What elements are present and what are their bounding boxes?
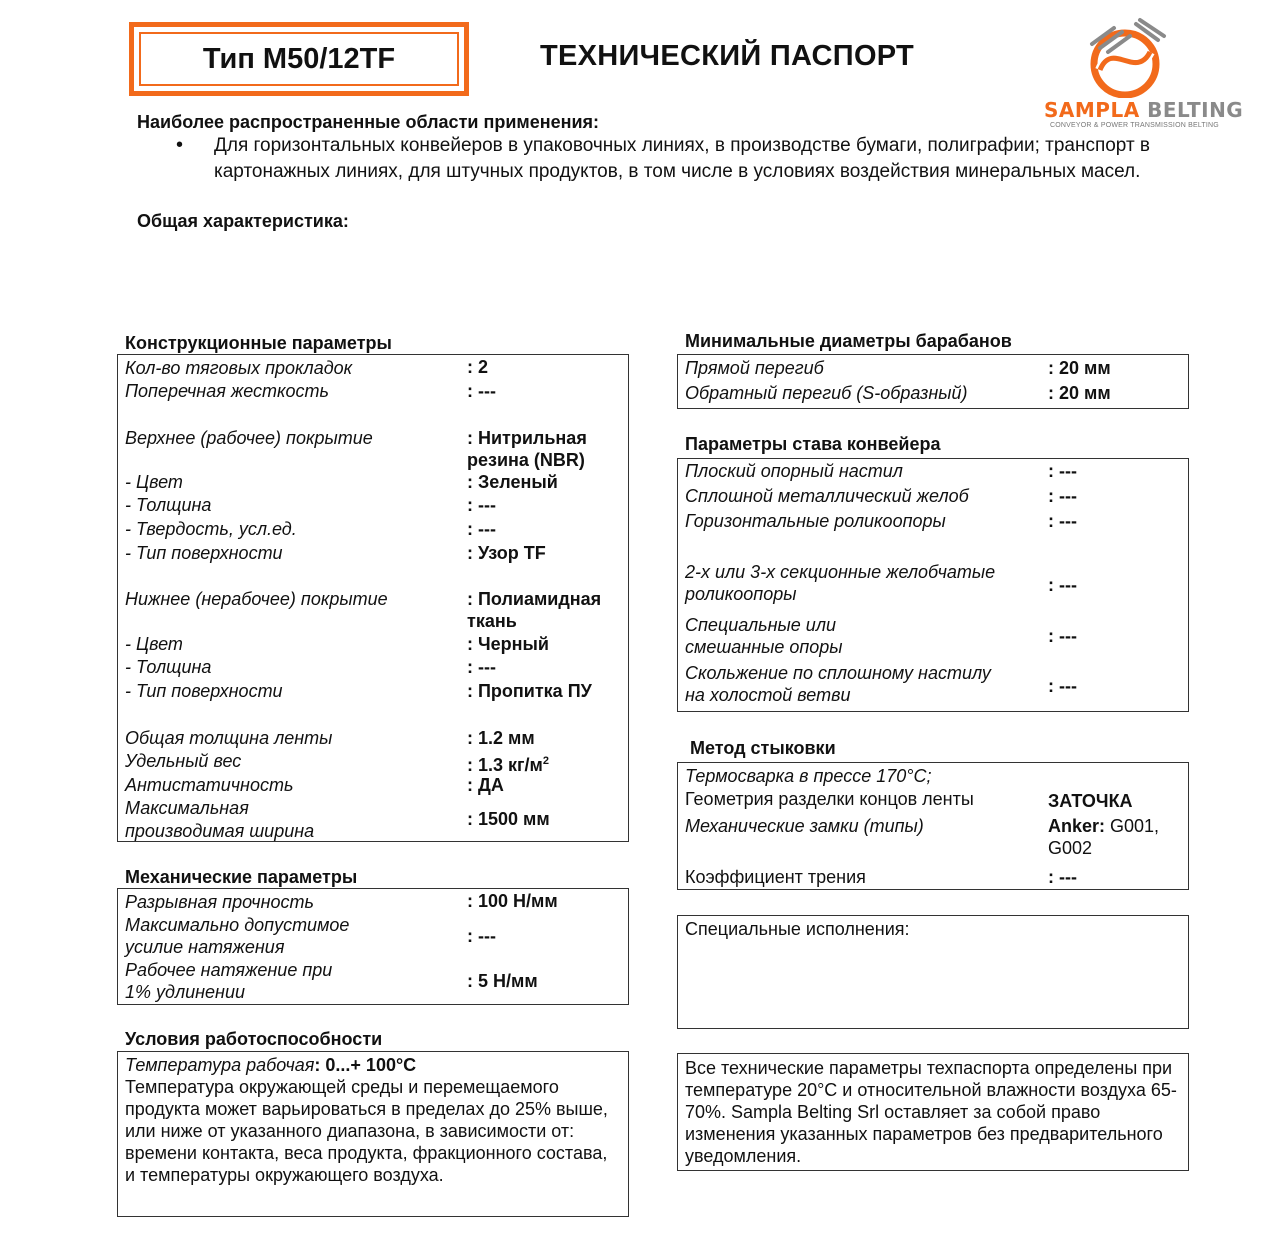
mechanical-heading: Механические параметры — [125, 867, 358, 887]
construction-value-cont: ткань — [467, 611, 517, 631]
frame-value: : --- — [1048, 486, 1077, 506]
anker-codes: G001, — [1105, 816, 1160, 836]
construction-label: Кол-во тяговых прокладок — [125, 358, 353, 378]
geometry-label: Геометрия разделки концов ленты — [685, 789, 974, 809]
construction-heading: Конструкционные параметры — [125, 333, 392, 353]
mechanical-label-cont: усилие натяжения — [125, 937, 285, 957]
mechanical-fasteners-value — [1048, 815, 1159, 837]
construction-label: Удельный вес — [125, 751, 242, 771]
frame-label: 2-х или 3-х секционные желобчатые — [685, 562, 996, 582]
temperature-label: Температура рабочая — [125, 1055, 315, 1075]
geometry-value: ЗАТОЧКА — [1048, 791, 1133, 811]
construction-value: : 1500 мм — [467, 809, 550, 829]
pulleys-label: Прямой перегиб — [685, 358, 824, 378]
frame-value: : --- — [1048, 511, 1077, 531]
friction-label: Коэффициент трения — [685, 867, 866, 887]
sampla-belting-logo — [1040, 14, 1244, 134]
construction-label: - Тип поверхности — [125, 681, 283, 701]
logo-mark-icon — [1040, 14, 1210, 98]
working-conditions-box — [117, 1051, 629, 1217]
frame-label: Горизонтальные роликоопоры — [685, 511, 946, 531]
construction-value: : Полиамидная — [467, 589, 602, 609]
note-text: Все технические параметры техпаспорта определены при температуре 20°C и относительной влажности воздуха 65-70%. Sampla Belting Srl оставляет за собой право изменения указанных параметров без предварительного уведомления. — [685, 1058, 1177, 1166]
frame-label-cont: смешанные опоры — [685, 637, 843, 657]
mechanical-table — [117, 888, 629, 1005]
construction-value: : Зеленый — [467, 472, 558, 492]
hot-press-label: Термосварка в прессе 170°C; — [685, 766, 932, 786]
construction-label: Антистатичность — [125, 775, 294, 795]
mechanical-label: Рабочее натяжение при — [125, 960, 333, 980]
anker-codes-cont: G002 — [1048, 838, 1093, 858]
construction-value: : --- — [467, 519, 496, 539]
special-versions-box — [677, 915, 1189, 1029]
construction-value: : --- — [467, 495, 496, 515]
temperature-line — [125, 1054, 416, 1076]
logo-name-belting: BELTING — [1147, 98, 1244, 122]
temperature-value: : 0...+ 100°C — [314, 1055, 417, 1075]
mechanical-label: Максимально допустимое — [125, 915, 350, 935]
construction-value: : Узор TF — [467, 543, 546, 563]
general-heading: Общая характеристика: — [137, 211, 349, 231]
construction-value-cont: резина (NBR) — [467, 450, 585, 470]
construction-value: : ДА — [467, 775, 504, 795]
special-versions-heading: Специальные исполнения: — [685, 919, 910, 939]
construction-value — [467, 750, 549, 776]
construction-value: : --- — [467, 657, 496, 677]
construction-label: - Цвет — [125, 634, 183, 654]
working-conditions-heading: Условия работоспособности — [125, 1029, 383, 1049]
pulleys-table — [677, 354, 1189, 409]
frame-label: Сплошной металлический желоб — [685, 486, 969, 506]
construction-label: Нижнее (нерабочее) покрытие — [125, 589, 388, 609]
construction-table — [117, 354, 629, 842]
construction-label: - Тип поверхности — [125, 543, 283, 563]
frame-value: : --- — [1048, 626, 1077, 646]
construction-label: Верхнее (рабочее) покрытие — [125, 428, 373, 448]
construction-value: : 2 — [467, 357, 489, 377]
frame-label-cont: на холостой ветви — [685, 685, 851, 705]
construction-label: - Толщина — [125, 495, 212, 515]
frame-heading: Параметры става конвейера — [685, 434, 941, 454]
mechanical-label-cont: 1% удлинении — [125, 982, 245, 1002]
working-conditions-text: Температура окружающей среды и перемещаемого продукта может варьироваться в пределах до 25% выше, или ниже от указанного диапазона, в зависимости от: времени контакта, веса продукта, фракционного состава, и температуры окружающего воздуха. — [125, 1077, 608, 1185]
construction-label: - Твердость, усл.ед. — [125, 519, 297, 539]
frame-label: Скольжение по сплошному настилу — [685, 663, 991, 683]
construction-label: - Цвет — [125, 472, 183, 492]
splicing-table — [677, 762, 1189, 890]
splicing-heading: Метод стыковки — [690, 738, 836, 758]
pulleys-value: : 20 мм — [1048, 383, 1111, 403]
construction-value: : Черный — [467, 634, 549, 654]
mechanical-fasteners-text: Механические замки (типы) — [685, 816, 924, 836]
mechanical-fasteners-label — [685, 815, 924, 837]
construction-label: Общая толщина ленты — [125, 728, 333, 748]
construction-value: : Пропитка ПУ — [467, 681, 592, 701]
construction-label-cont: производимая ширина — [125, 821, 315, 841]
pulleys-heading: Минимальные диаметры барабанов — [685, 331, 1012, 351]
type-label: Тип M50/12TF — [139, 32, 459, 86]
unit-weight-value: : 1.3 кг/м — [467, 755, 543, 775]
mechanical-value: : --- — [467, 926, 496, 946]
pulleys-label: Обратный перегиб (S-образный) — [685, 383, 968, 403]
applications-text: Для горизонтальных конвейеров в упаковочных линиях, в производстве бумаги, полиграфии; транспорт в картонажных линиях, для штучных продуктов, в том числе в условиях воздействия минеральных масел. — [214, 135, 1151, 182]
frame-table — [677, 458, 1189, 712]
mechanical-label: Разрывная прочность — [125, 892, 314, 912]
pulleys-value: : 20 мм — [1048, 358, 1111, 378]
applications-heading: Наиболее распространенные области применения: — [137, 112, 600, 132]
logo-tagline: CONVEYOR & POWER TRANSMISSION BELTING — [1050, 122, 1219, 129]
construction-value: : Нитрильная — [467, 428, 587, 448]
construction-label: Поперечная жесткость — [125, 381, 329, 401]
frame-value: : --- — [1048, 676, 1077, 696]
frame-label-cont: роликоопоры — [685, 584, 797, 604]
document-title: ТЕХНИЧЕСКИЙ ПАСПОРТ — [540, 40, 915, 72]
unit-weight-sup: 2 — [542, 755, 549, 767]
anker-label: Anker: — [1048, 816, 1106, 836]
type-label-box — [129, 22, 469, 96]
construction-value: : --- — [467, 381, 496, 401]
friction-value: : --- — [1048, 867, 1077, 887]
construction-label: - Толщина — [125, 657, 212, 677]
frame-label: Плоский опорный настил — [685, 461, 903, 481]
bullet: • — [176, 134, 184, 156]
construction-label: Максимальная — [125, 798, 249, 818]
logo-name-sampla: SAMPLA — [1044, 98, 1140, 122]
mechanical-value: : 5 Н/мм — [467, 971, 538, 991]
note-box — [677, 1053, 1189, 1171]
frame-label: Специальные или — [685, 615, 836, 635]
construction-value: : 1.2 мм — [467, 728, 535, 748]
frame-value: : --- — [1048, 461, 1077, 481]
mechanical-value: : 100 Н/мм — [467, 891, 558, 911]
frame-value: : --- — [1048, 575, 1077, 595]
